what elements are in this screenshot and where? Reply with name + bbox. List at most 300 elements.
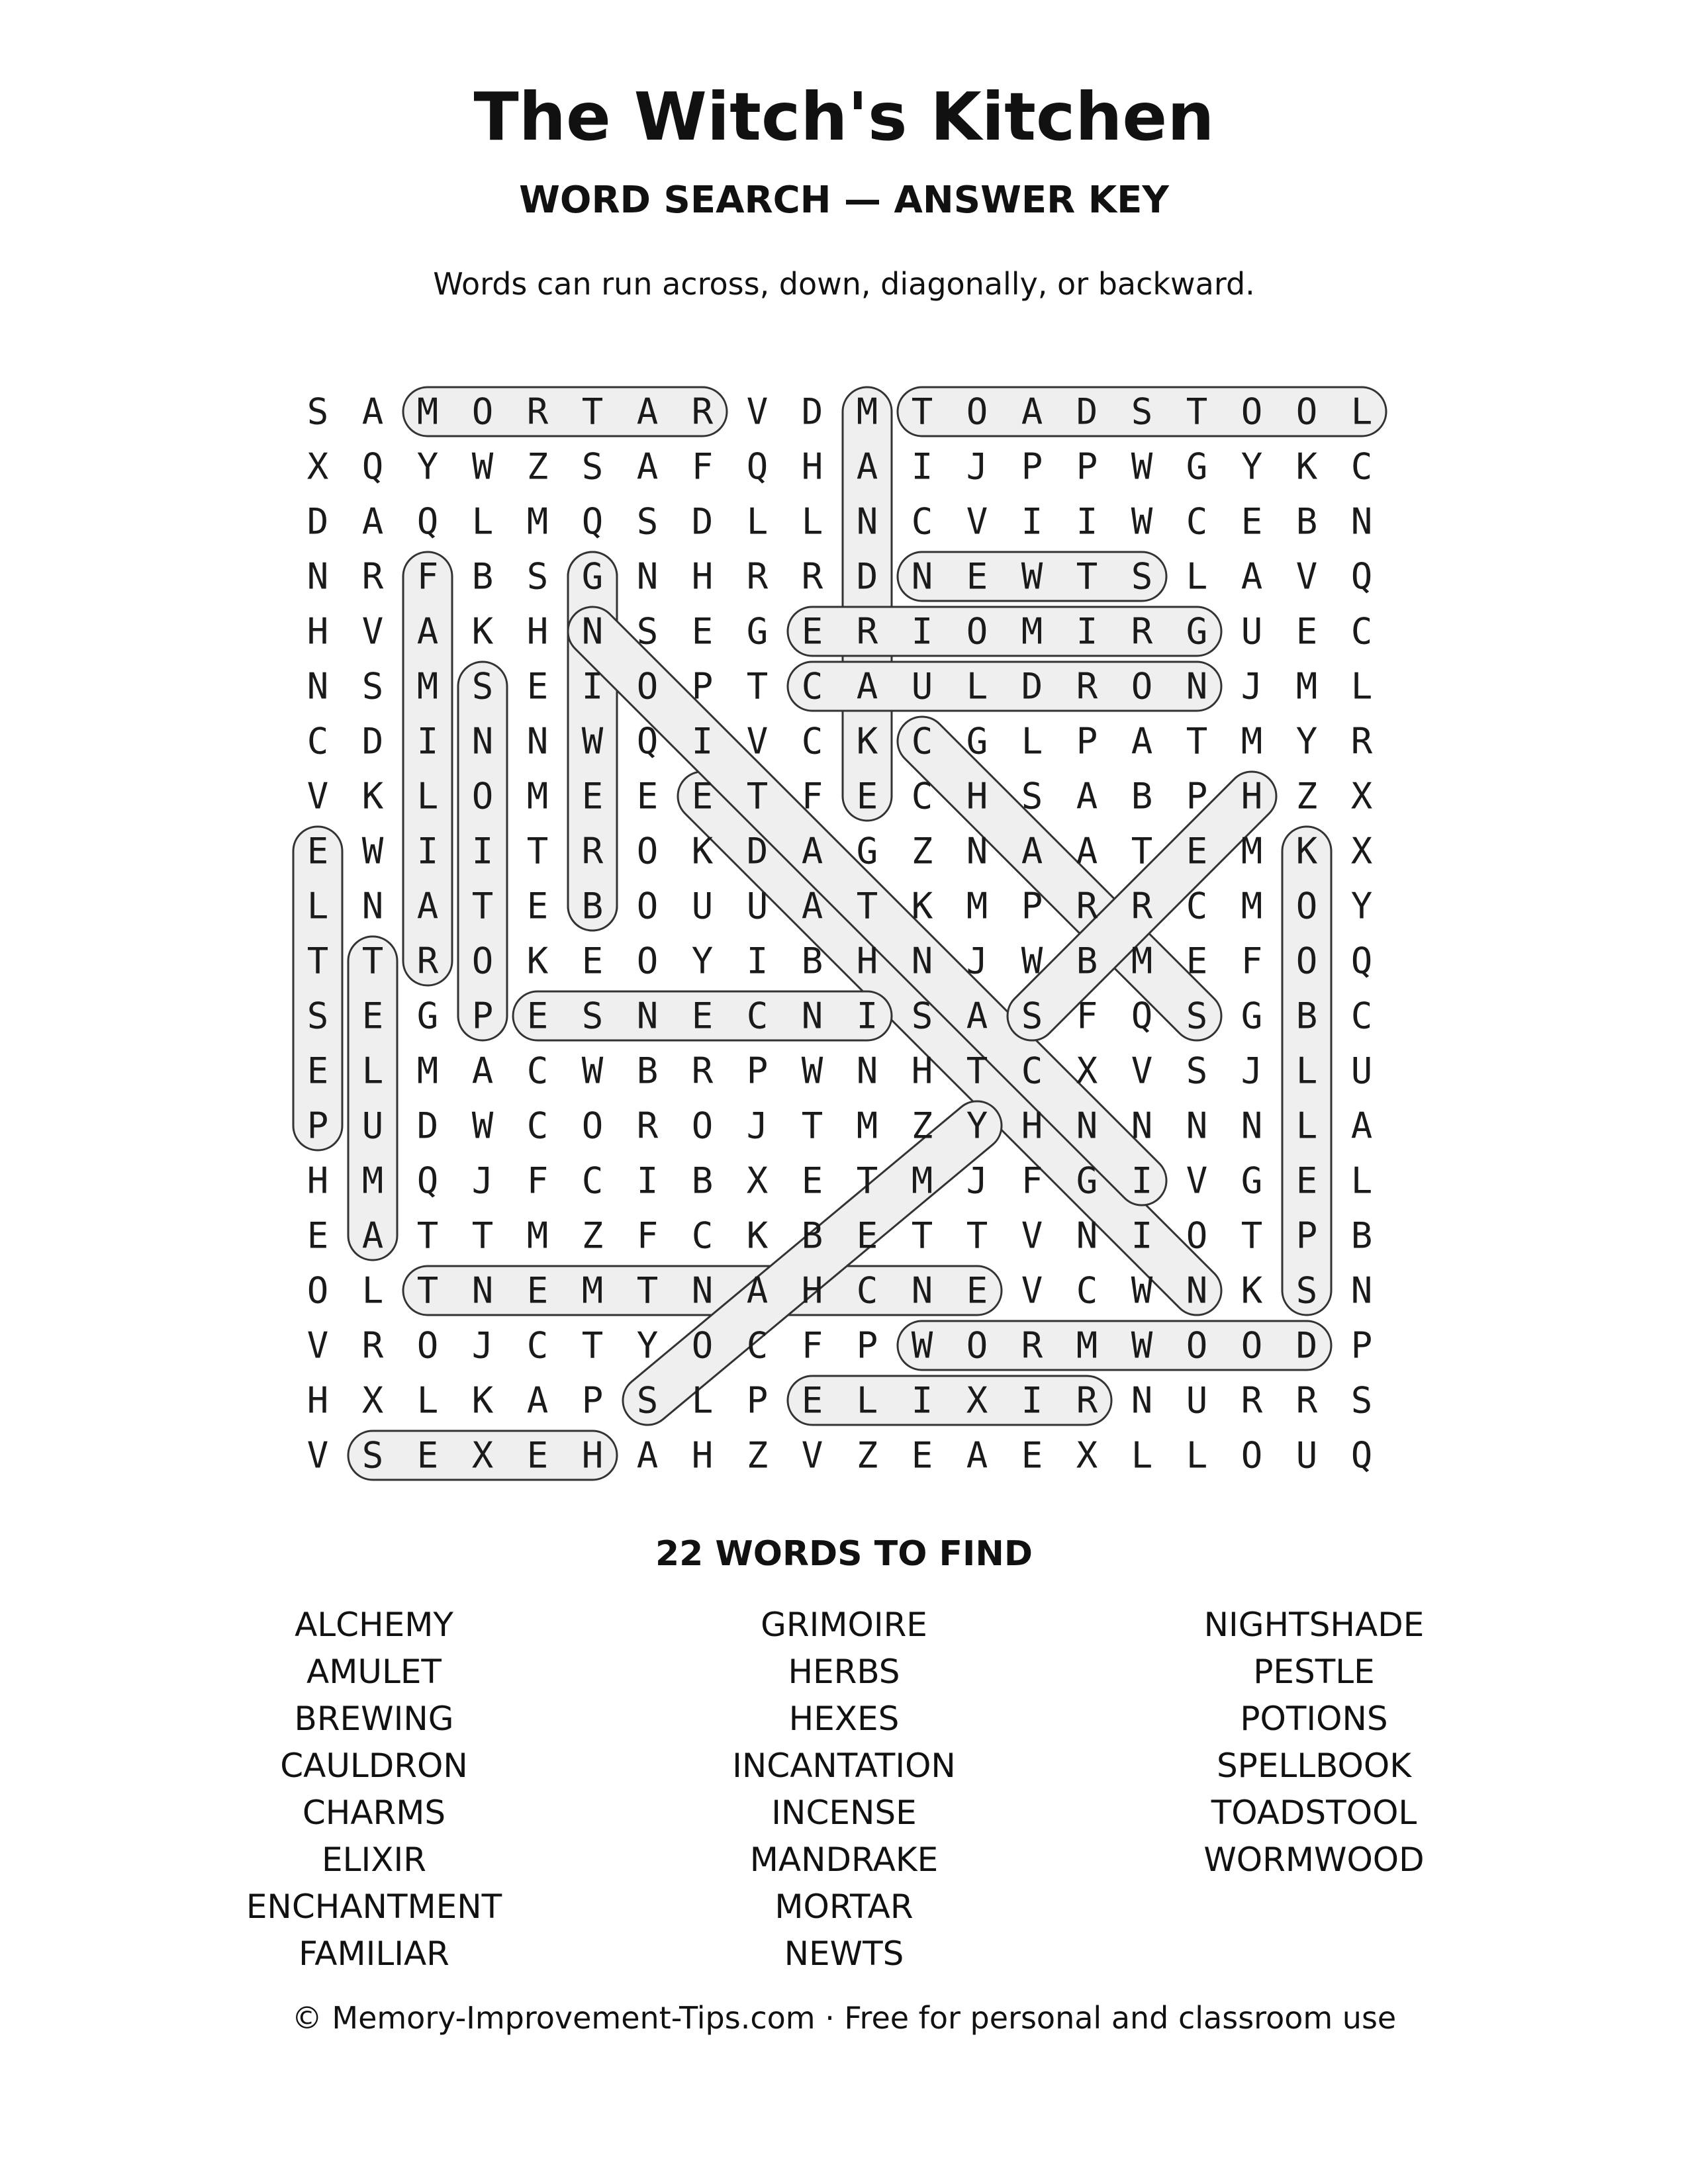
grid-letter: K <box>856 720 878 762</box>
grid-letter: A <box>636 1434 659 1477</box>
grid-letter: Y <box>691 940 714 982</box>
word-list-item: AMULET <box>306 1653 442 1691</box>
grid-letter: B <box>1295 500 1318 543</box>
word-list-item: POTIONS <box>1240 1700 1388 1738</box>
grid-letter: H <box>306 610 329 653</box>
grid-letter: W <box>471 445 494 488</box>
grid-letter: S <box>1021 995 1043 1037</box>
grid-letter: Q <box>1350 1434 1373 1477</box>
grid-letter: W <box>1131 1324 1153 1367</box>
grid-letter: N <box>1131 1105 1153 1147</box>
grid-letter: N <box>1131 1379 1153 1422</box>
grid-letter: E <box>801 1160 823 1202</box>
grid-letter: F <box>1021 1160 1043 1202</box>
grid-letter: U <box>691 885 714 927</box>
grid-letter: A <box>1021 830 1043 872</box>
grid-letter: N <box>306 665 329 707</box>
grid-letter: C <box>1350 610 1373 653</box>
grid-letter: P <box>1021 885 1043 927</box>
grid-letter: A <box>1241 555 1263 598</box>
grid-letter: H <box>801 445 823 488</box>
grid-letter: M <box>1295 665 1318 707</box>
grid-letter: A <box>1076 830 1098 872</box>
grid-letter: Q <box>361 445 384 488</box>
grid-letter: C <box>526 1105 549 1147</box>
grid-letter: N <box>361 885 384 927</box>
grid-letter: A <box>416 610 439 653</box>
grid-letter: U <box>911 665 933 707</box>
grid-letter: P <box>306 1105 329 1147</box>
grid-letter: Y <box>416 445 439 488</box>
grid-letter: U <box>1186 1379 1208 1422</box>
grid-letter: O <box>471 940 494 982</box>
grid-letter: T <box>1131 830 1153 872</box>
grid-letter: G <box>416 995 439 1037</box>
grid-letter: S <box>1295 1269 1318 1312</box>
grid-letter: G <box>581 555 604 598</box>
grid-letter: U <box>1295 1434 1318 1477</box>
grid-letter: P <box>1295 1214 1318 1257</box>
grid-letter: M <box>1021 610 1043 653</box>
grid-letter: F <box>801 1324 823 1367</box>
grid-letter: A <box>1076 775 1098 817</box>
grid-letter: R <box>1131 610 1153 653</box>
grid-letter: T <box>966 1050 988 1092</box>
grid-letter: V <box>1021 1269 1043 1312</box>
grid-letter: Y <box>636 1324 659 1367</box>
grid-letter: Q <box>416 500 439 543</box>
grid-letter: T <box>911 1214 933 1257</box>
grid-letter: C <box>1021 1050 1043 1092</box>
grid-letter: Q <box>581 500 604 543</box>
grid-letter: A <box>526 1379 549 1422</box>
grid-letter: L <box>1295 1105 1318 1147</box>
grid-letter: A <box>1350 1105 1373 1147</box>
grid-letter: C <box>911 500 933 543</box>
grid-letter: A <box>361 390 384 433</box>
grid-letter: P <box>471 995 494 1037</box>
grid-letter: E <box>581 940 604 982</box>
grid-letter: J <box>471 1324 494 1367</box>
word-list-column-1 <box>142 1602 606 1978</box>
grid-letter: N <box>1076 1214 1098 1257</box>
grid-letter: T <box>856 1160 878 1202</box>
grid-letter: E <box>526 1269 549 1312</box>
grid-letter: L <box>1186 1434 1208 1477</box>
grid-letter: S <box>1021 775 1043 817</box>
grid-letter: L <box>361 1050 384 1092</box>
grid-letter: J <box>966 1160 988 1202</box>
grid-letter: X <box>1350 830 1373 872</box>
grid-letter: B <box>691 1160 714 1202</box>
grid-letter: I <box>581 665 604 707</box>
grid-letter: B <box>1295 995 1318 1037</box>
answer-highlight-amulet <box>348 936 397 1260</box>
grid-letter: R <box>691 390 714 433</box>
grid-letter: P <box>581 1379 604 1422</box>
grid-letter: M <box>1241 885 1263 927</box>
grid-letter: S <box>471 665 494 707</box>
grid-letter: V <box>801 1434 823 1477</box>
answer-highlight-mortar <box>403 387 727 436</box>
footer-copyright: © Memory-Improvement-Tips.com · Free for personal and classroom use <box>291 2000 1397 2036</box>
grid-letter: S <box>1350 1379 1373 1422</box>
grid-letter: S <box>636 500 659 543</box>
grid-letter: I <box>911 610 933 653</box>
grid-letter: O <box>1241 1324 1263 1367</box>
grid-letter: R <box>581 830 604 872</box>
grid-letter: M <box>526 1214 549 1257</box>
grid-letter: N <box>856 500 878 543</box>
grid-letter: E <box>416 1434 439 1477</box>
grid-letter: O <box>636 940 659 982</box>
grid-letter: M <box>416 665 439 707</box>
grid-letter: T <box>416 1214 439 1257</box>
grid-letter: H <box>691 1434 714 1477</box>
grid-letter: X <box>471 1434 494 1477</box>
grid-letter: C <box>526 1324 549 1367</box>
grid-letter: N <box>581 610 604 653</box>
grid-letter: K <box>471 1379 494 1422</box>
grid-letter: M <box>1076 1324 1098 1367</box>
grid-letter: C <box>1350 995 1373 1037</box>
grid-letter: I <box>911 445 933 488</box>
grid-letter: N <box>1186 1105 1208 1147</box>
grid-letter: M <box>361 1160 384 1202</box>
grid-letter: Z <box>581 1214 604 1257</box>
answer-highlight-cauldron <box>788 662 1221 711</box>
grid-letter: B <box>471 555 494 598</box>
grid-letter: G <box>1186 445 1208 488</box>
grid-letter: O <box>636 665 659 707</box>
grid-letter: G <box>1186 610 1208 653</box>
grid-letter: O <box>1186 1214 1208 1257</box>
grid-letter: Q <box>1131 995 1153 1037</box>
grid-letter: P <box>1350 1324 1373 1367</box>
grid-letter: X <box>746 1160 769 1202</box>
grid-letter: G <box>966 720 988 762</box>
word-list-item: ELIXIR <box>322 1841 426 1879</box>
grid-letter: J <box>746 1105 769 1147</box>
grid-letter: G <box>856 830 878 872</box>
word-list-column-3 <box>1082 1602 1546 1884</box>
word-list-item: HERBS <box>788 1653 900 1691</box>
grid-letter: R <box>361 1324 384 1367</box>
word-list-item: INCANTATION <box>732 1747 956 1785</box>
grid-letter: N <box>801 995 823 1037</box>
grid-letter: C <box>1350 445 1373 488</box>
grid-letter: L <box>1021 720 1043 762</box>
grid-letter: X <box>1076 1050 1098 1092</box>
grid-letter: Q <box>1350 940 1373 982</box>
grid-letter: J <box>1241 665 1263 707</box>
grid-letter: Z <box>526 445 549 488</box>
grid-letter: N <box>1350 500 1373 543</box>
grid-letter: S <box>911 995 933 1037</box>
grid-letter: A <box>471 1050 494 1092</box>
word-list-item: ALCHEMY <box>295 1606 453 1644</box>
grid-letter: N <box>1186 665 1208 707</box>
grid-letter: E <box>1021 1434 1043 1477</box>
grid-letter: Y <box>1241 445 1263 488</box>
grid-letter: F <box>801 775 823 817</box>
grid-letter: T <box>1186 390 1208 433</box>
grid-letter: F <box>691 445 714 488</box>
word-list-item: NIGHTSHADE <box>1203 1606 1425 1644</box>
grid-letter: S <box>526 555 549 598</box>
grid-letter: M <box>526 500 549 543</box>
grid-letter: Y <box>1350 885 1373 927</box>
grid-letter: B <box>801 1214 823 1257</box>
grid-letter: D <box>1021 665 1043 707</box>
grid-letter: F <box>416 555 439 598</box>
grid-letter: L <box>1295 1050 1318 1092</box>
grid-letter: T <box>636 1269 659 1312</box>
grid-letter: T <box>581 1324 604 1367</box>
grid-letter: K <box>1295 830 1318 872</box>
grid-letter: T <box>801 1105 823 1147</box>
grid-letter: A <box>966 1434 988 1477</box>
word-list-item: INCENSE <box>771 1794 917 1832</box>
grid-letter: Q <box>416 1160 439 1202</box>
grid-letter: C <box>306 720 329 762</box>
grid-letter: D <box>746 830 769 872</box>
grid-letter: H <box>691 555 714 598</box>
grid-letter: V <box>306 775 329 817</box>
grid-letter: T <box>746 775 769 817</box>
grid-letter: G <box>1076 1160 1098 1202</box>
grid-letter: A <box>856 445 878 488</box>
grid-letter: V <box>746 390 769 433</box>
grid-letter: A <box>801 885 823 927</box>
grid-letter: D <box>1295 1324 1318 1367</box>
grid-letter: C <box>911 775 933 817</box>
grid-letter: M <box>1241 830 1263 872</box>
grid-letter: H <box>1241 775 1263 817</box>
grid-letter: X <box>361 1379 384 1422</box>
grid-letter: E <box>1186 830 1208 872</box>
grid-letter: N <box>1186 1269 1208 1312</box>
grid-letter: O <box>1241 1434 1263 1477</box>
grid-letter: W <box>911 1324 933 1367</box>
grid-letter: A <box>746 1269 769 1312</box>
grid-letter: D <box>801 390 823 433</box>
grid-letter: S <box>361 665 384 707</box>
grid-letter: T <box>966 1214 988 1257</box>
grid-letter: T <box>361 940 384 982</box>
grid-letter: H <box>306 1160 329 1202</box>
grid-letter: P <box>1076 445 1098 488</box>
grid-letter: O <box>966 610 988 653</box>
grid-letter: O <box>636 885 659 927</box>
grid-letter: E <box>691 775 714 817</box>
grid-letter: N <box>1076 1105 1098 1147</box>
grid-letter: E <box>856 1214 878 1257</box>
grid-letter: E <box>581 775 604 817</box>
grid-letter: I <box>1021 1379 1043 1422</box>
grid-letter: B <box>801 940 823 982</box>
grid-letter: R <box>526 390 549 433</box>
grid-letter: E <box>966 1269 988 1312</box>
grid-letter: L <box>691 1379 714 1422</box>
page-subtitle: WORD SEARCH — ANSWER KEY <box>519 179 1169 222</box>
grid-letter: F <box>636 1214 659 1257</box>
grid-letter: R <box>746 555 769 598</box>
grid-letter: T <box>306 940 329 982</box>
grid-letter: B <box>1350 1214 1373 1257</box>
grid-letter: N <box>471 1269 494 1312</box>
grid-letter: V <box>306 1324 329 1367</box>
grid-letter: L <box>966 665 988 707</box>
grid-letter: W <box>1131 500 1153 543</box>
grid-letter: T <box>856 885 878 927</box>
grid-letter: M <box>911 1160 933 1202</box>
grid-letter: A <box>1131 720 1153 762</box>
grid-letter: K <box>471 610 494 653</box>
grid-letter: T <box>1186 720 1208 762</box>
grid-letter: E <box>1295 610 1318 653</box>
grid-letter: V <box>1021 1214 1043 1257</box>
grid-letter: G <box>746 610 769 653</box>
grid-letter: M <box>856 1105 878 1147</box>
grid-letter: H <box>1021 1105 1043 1147</box>
grid-letter: S <box>306 390 329 433</box>
grid-letter: G <box>1241 995 1263 1037</box>
grid-letter: P <box>746 1379 769 1422</box>
answer-highlight-elixir <box>788 1376 1111 1425</box>
grid-letter: E <box>526 885 549 927</box>
grid-letter: R <box>691 1050 714 1092</box>
word-list-item: NEWTS <box>784 1934 904 1973</box>
grid-letter: N <box>1350 1269 1373 1312</box>
grid-letter: E <box>911 1434 933 1477</box>
grid-letter: P <box>1186 775 1208 817</box>
grid-letter: Q <box>636 720 659 762</box>
grid-letter: V <box>361 610 384 653</box>
grid-letter: H <box>911 1050 933 1092</box>
grid-letter: C <box>1076 1269 1098 1312</box>
grid-letter: K <box>361 775 384 817</box>
grid-letter: M <box>1131 940 1153 982</box>
grid-letter: N <box>691 1269 714 1312</box>
grid-letter: W <box>581 1050 604 1092</box>
grid-letter: I <box>471 830 494 872</box>
grid-letter: T <box>471 1214 494 1257</box>
grid-letter: L <box>746 500 769 543</box>
grid-letter: O <box>1295 885 1318 927</box>
grid-letter: D <box>306 500 329 543</box>
grid-letter: Z <box>856 1434 878 1477</box>
grid-letter: B <box>636 1050 659 1092</box>
grid-letter: L <box>856 1379 878 1422</box>
grid-letter: O <box>691 1105 714 1147</box>
grid-letter: R <box>1131 885 1153 927</box>
grid-letter: H <box>966 775 988 817</box>
grid-letter: W <box>1131 445 1153 488</box>
grid-letter: D <box>691 500 714 543</box>
grid-letter: L <box>1350 665 1373 707</box>
grid-letter: L <box>801 500 823 543</box>
grid-letter: V <box>1295 555 1318 598</box>
grid-letter: B <box>1076 940 1098 982</box>
grid-letter: O <box>1241 390 1263 433</box>
grid-letter: C <box>1186 885 1208 927</box>
grid-letter: U <box>1350 1050 1373 1092</box>
grid-letter: L <box>361 1269 384 1312</box>
grid-letter: P <box>746 1050 769 1092</box>
grid-letter: I <box>1021 500 1043 543</box>
grid-letter: J <box>966 445 988 488</box>
grid-letter: H <box>801 1269 823 1312</box>
grid-letter: S <box>1131 390 1153 433</box>
grid-letter: F <box>526 1160 549 1202</box>
word-list-item: MORTAR <box>774 1888 914 1926</box>
grid-letter: M <box>416 390 439 433</box>
grid-letter: O <box>471 775 494 817</box>
grid-letter: E <box>1295 1160 1318 1202</box>
grid-letter: R <box>361 555 384 598</box>
grid-letter: E <box>526 665 549 707</box>
grid-letter: X <box>1076 1434 1098 1477</box>
grid-letter: O <box>581 1105 604 1147</box>
grid-letter: N <box>1241 1105 1263 1147</box>
word-list-item: HEXES <box>788 1700 900 1738</box>
grid-letter: E <box>526 995 549 1037</box>
grid-letter: J <box>1241 1050 1263 1092</box>
grid-letter: W <box>1131 1269 1153 1312</box>
grid-letter: T <box>471 885 494 927</box>
grid-letter: O <box>1186 1324 1208 1367</box>
grid-letter: N <box>911 555 933 598</box>
grid-letter: O <box>636 830 659 872</box>
word-list-item: SPELLBOOK <box>1216 1747 1412 1785</box>
grid-letter: I <box>416 830 439 872</box>
grid-letter: R <box>1241 1379 1263 1422</box>
grid-letter: S <box>361 1434 384 1477</box>
grid-letter: O <box>966 390 988 433</box>
grid-letter: M <box>416 1050 439 1092</box>
grid-letter: T <box>416 1269 439 1312</box>
grid-letter: Z <box>1295 775 1318 817</box>
grid-letter: O <box>966 1324 988 1367</box>
grid-letter: Q <box>746 445 769 488</box>
grid-letter: I <box>856 995 878 1037</box>
answer-highlights <box>293 387 1386 1480</box>
grid-letter: T <box>911 390 933 433</box>
grid-letter: L <box>1131 1434 1153 1477</box>
grid-letter: A <box>856 665 878 707</box>
grid-letter: S <box>306 995 329 1037</box>
grid-letter: O <box>416 1324 439 1367</box>
grid-letter: Z <box>911 830 933 872</box>
grid-letter: R <box>1076 665 1098 707</box>
grid-letter: J <box>471 1160 494 1202</box>
grid-letter: M <box>966 885 988 927</box>
grid-letter: W <box>1021 555 1043 598</box>
grid-letter: D <box>416 1105 439 1147</box>
grid-letter: C <box>691 1214 714 1257</box>
grid-letter: K <box>1241 1269 1263 1312</box>
grid-letter: P <box>1076 720 1098 762</box>
grid-letter: O <box>1131 665 1153 707</box>
grid-letter: C <box>581 1160 604 1202</box>
grid-letter: T <box>1076 555 1098 598</box>
grid-letter: N <box>911 940 933 982</box>
grid-letter: Y <box>966 1105 988 1147</box>
grid-letter: V <box>746 720 769 762</box>
grid-letter: I <box>1076 500 1098 543</box>
grid-letter: K <box>691 830 714 872</box>
